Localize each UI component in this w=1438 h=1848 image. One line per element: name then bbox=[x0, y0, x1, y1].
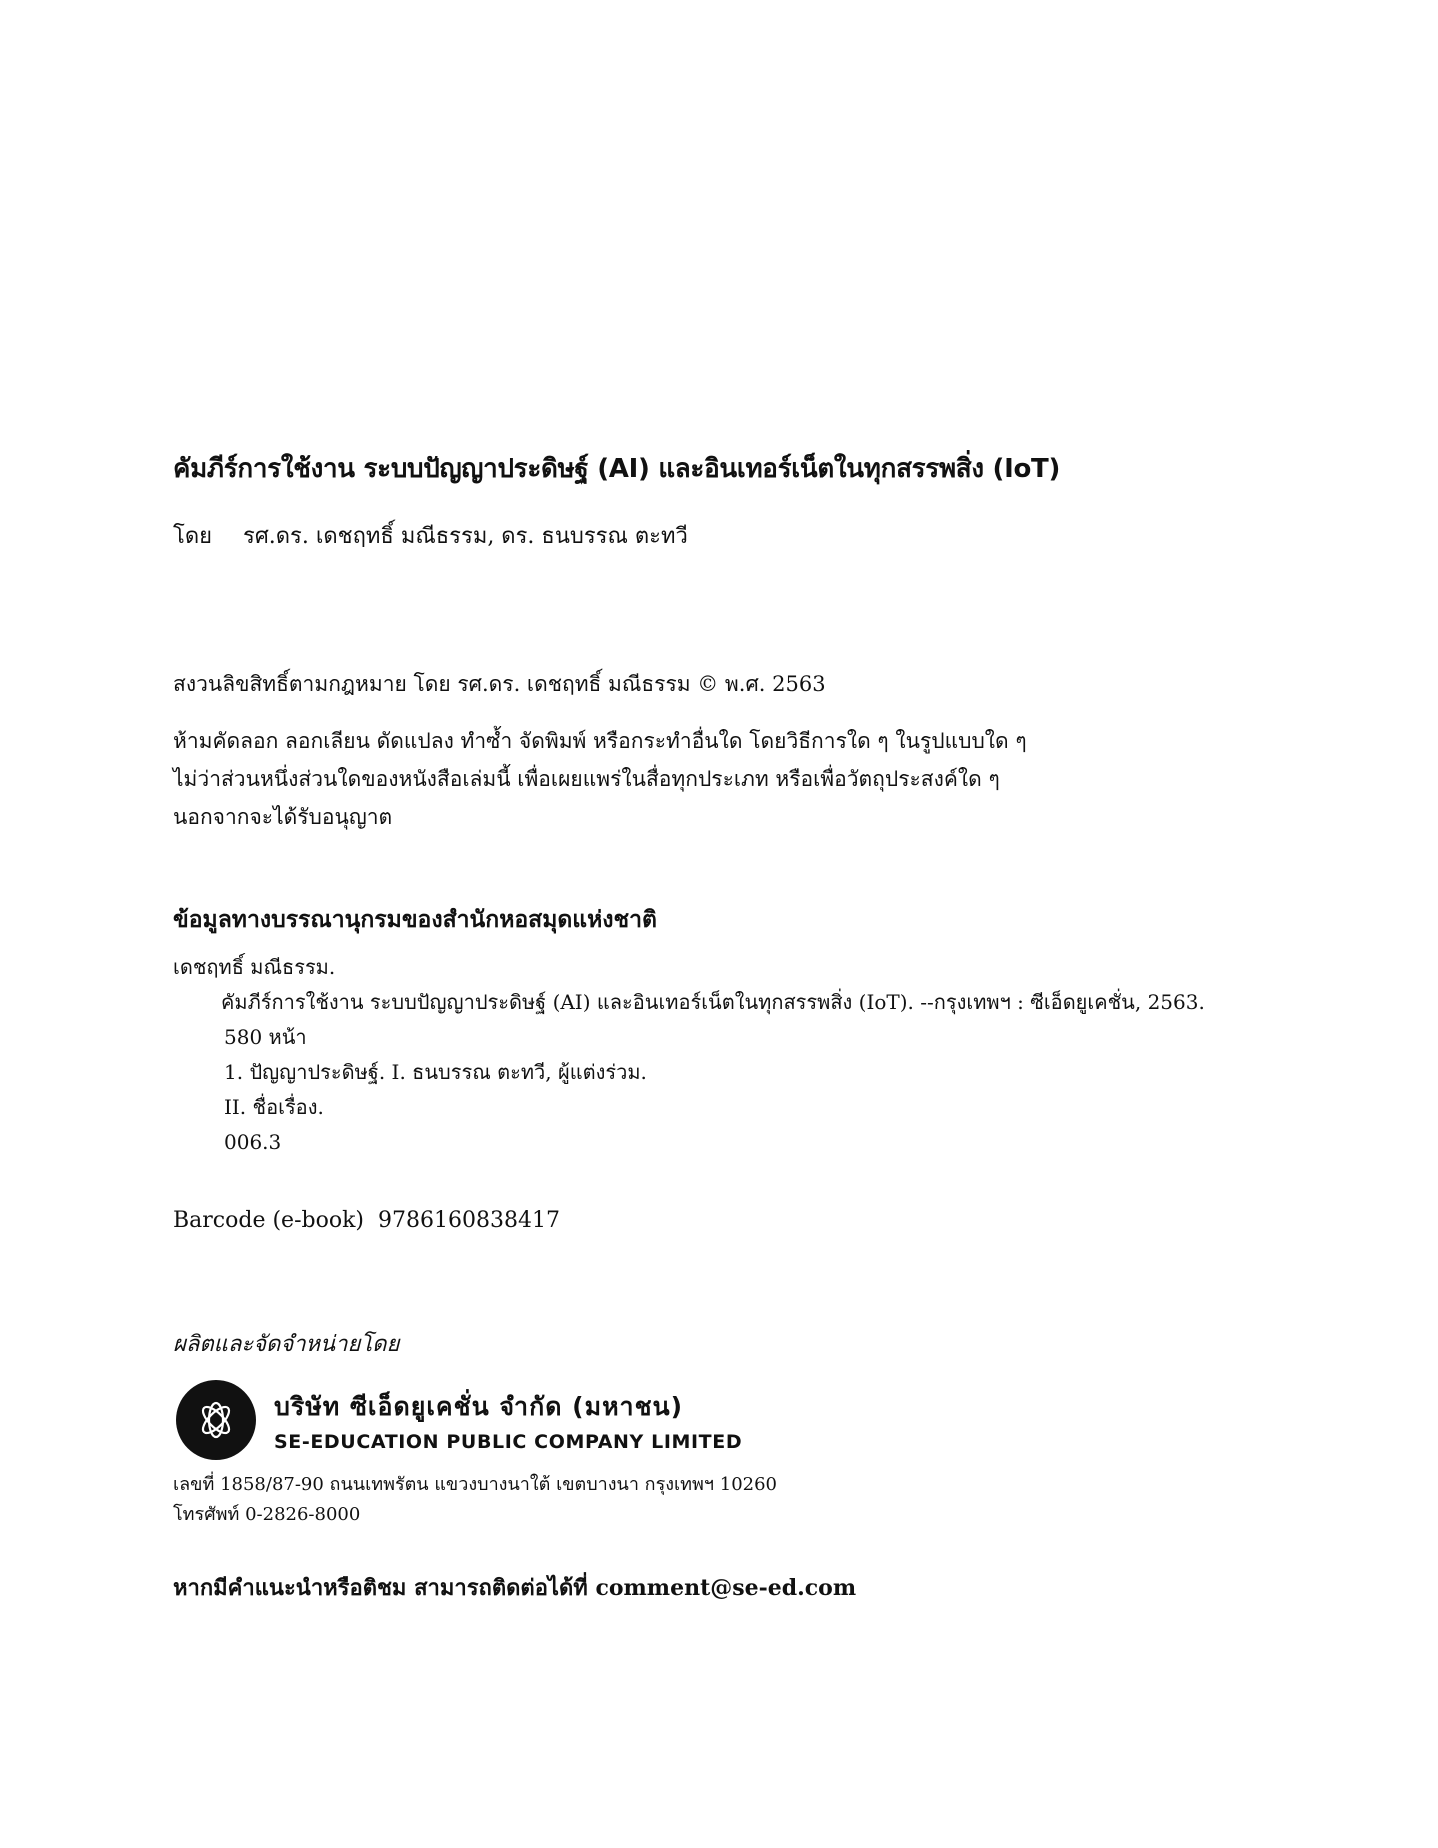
cip-heading: ข้อมูลทางบรรณานุกรมของสำนักหอสมุดแห่งชาติ bbox=[173, 906, 657, 933]
publisher-name-th: บริษัท ซีเอ็ดยูเคชั่น จำกัด (มหาชน) bbox=[274, 1392, 684, 1421]
barcode-number: 9786160838417 bbox=[378, 1208, 560, 1233]
book-title: คัมภีร์การใช้งาน ระบบปัญญาประดิษฐ์ (AI) และอินเทอร์เน็ตในทุกสรรพสิ่ง (IoT) bbox=[173, 454, 1061, 484]
rights-text bbox=[173, 722, 1027, 836]
cip-title-entry: II. ชื่อเรื่อง. bbox=[224, 1095, 324, 1119]
cip-block bbox=[173, 950, 1205, 1160]
rights-line: ห้ามคัดลอก ลอกเลียน ดัดแปลง ทำซ้ำ จัดพิมพ์ หรือกระทำอื่นใด โดยวิธีการใด ๆ ในรูปแบบใด ๆ bbox=[173, 729, 1027, 753]
cip-class-number: 006.3 bbox=[224, 1130, 282, 1154]
address-line: เลขที่ 1858/87-90 ถนนเทพรัตน แขวงบางนาใต้ เขตบางนา กรุงเทพฯ 10260 bbox=[173, 1474, 778, 1495]
copyright-line: สงวนลิขสิทธิ์ตามกฎหมาย โดย รศ.ดร. เดชฤทธิ์ มณีธรรม © พ.ศ. 2563 bbox=[173, 672, 826, 696]
publisher-name-en: SE-EDUCATION PUBLIC COMPANY LIMITED bbox=[274, 1431, 743, 1453]
produced-by: ผลิตและจัดจำหน่ายโดย bbox=[173, 1332, 400, 1357]
phone-line: โทรศัพท์ 0-2826-8000 bbox=[173, 1504, 361, 1525]
rights-line: นอกจากจะได้รับอนุญาต bbox=[173, 805, 393, 829]
cip-author: เดชฤทธิ์ มณีธรรม. bbox=[173, 955, 336, 979]
cip-subjects: 1. ปัญญาประดิษฐ์. I. ธนบรรณ ตะทวี, ผู้แต่งร่วม. bbox=[224, 1060, 647, 1084]
cip-pages: 580 หน้า bbox=[224, 1025, 307, 1049]
authors-prefix: โดย bbox=[173, 524, 212, 549]
contact-line: หากมีคำแนะนำหรือติชม สามารถติดต่อได้ที่ comment@se-ed.com bbox=[173, 1575, 857, 1601]
se-ed-atom-logo-icon bbox=[176, 1380, 256, 1460]
rights-line: ไม่ว่าส่วนหนึ่งส่วนใดของหนังสือเล่มนี้ เพื่อเผยแพร่ในสื่อทุกประเภท หรือเพื่อวัตถุประสงค์ใด ๆ bbox=[173, 767, 1000, 791]
publisher-names bbox=[274, 1387, 742, 1453]
address-block bbox=[173, 1470, 777, 1530]
cip-title-line: คัมภีร์การใช้งาน ระบบปัญญาประดิษฐ์ (AI) และอินเทอร์เน็ตในทุกสรรพสิ่ง (IoT). --กรุงเทพฯ : ซีเอ็ดยูเคชั่น, 2563. bbox=[221, 990, 1205, 1014]
publisher-block bbox=[176, 1380, 742, 1460]
authors-line bbox=[173, 518, 688, 553]
authors-names: รศ.ดร. เดชฤทธิ์ มณีธรรม, ดร. ธนบรรณ ตะทวี bbox=[243, 524, 688, 549]
barcode-label: Barcode (e-book) bbox=[173, 1208, 364, 1233]
barcode-line bbox=[173, 1208, 560, 1233]
